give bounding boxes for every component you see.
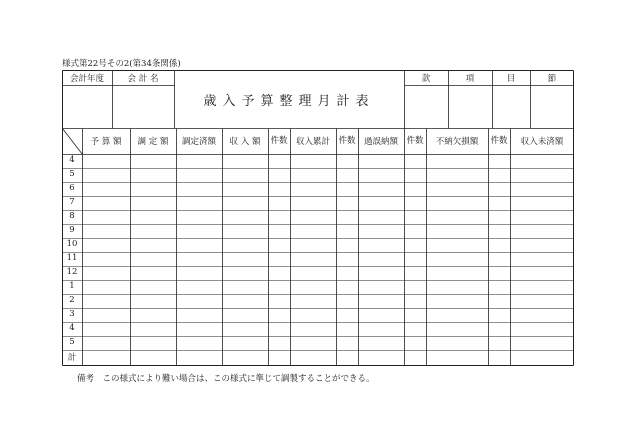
row-label: 4 (69, 323, 75, 333)
row-label: 2 (69, 295, 75, 305)
row-label: 5 (69, 337, 75, 347)
row-label: 12 (66, 267, 78, 277)
page-title: 歳入予算整理月計表 (203, 93, 375, 109)
row-label: 6 (69, 183, 75, 193)
row-label: 1 (69, 281, 75, 291)
row-label: 計 (67, 353, 77, 363)
fiscal-year-header: 会計年度 (69, 73, 104, 84)
col-count-3: 件数 (406, 135, 424, 146)
kou-header: 項 (465, 73, 475, 84)
col-uncollectible-loss: 不納欠損額 (435, 137, 479, 147)
kan-header: 款 (421, 73, 431, 84)
col-count-2: 件数 (338, 135, 356, 146)
moku-header: 目 (506, 73, 516, 84)
row-label: 11 (66, 253, 78, 263)
col-revenue-cumulative: 収入累計 (295, 137, 330, 147)
col-budget-amount: 予 算 額 (90, 137, 122, 147)
col-assessed-settled: 調定済額 (181, 137, 216, 147)
remarks-note: 備考 この様式により難い場合は、この様式に準じて調製することができる。 (77, 374, 375, 384)
grid-line (63, 129, 83, 155)
row-label: 10 (66, 239, 78, 249)
form-number-label: 様式第22号その2(第34条関係) (62, 59, 181, 69)
col-overpayment: 過誤納額 (363, 137, 398, 147)
row-label: 5 (69, 169, 75, 179)
col-count-4: 件数 (490, 135, 508, 146)
row-label: 8 (69, 211, 75, 221)
setsu-header: 節 (547, 73, 557, 84)
col-uncollected: 収入未済額 (520, 137, 564, 147)
row-label: 4 (69, 155, 75, 165)
row-label: 3 (69, 309, 75, 319)
col-assessed-amount: 調 定 額 (137, 137, 169, 147)
row-label: 9 (69, 225, 75, 235)
col-count-1: 件数 (270, 135, 288, 146)
budget-ledger-table (62, 70, 574, 366)
row-label: 7 (69, 197, 75, 207)
col-revenue-amount: 収 入 額 (229, 137, 261, 147)
accounting-name-header: 会 計 名 (127, 73, 159, 84)
